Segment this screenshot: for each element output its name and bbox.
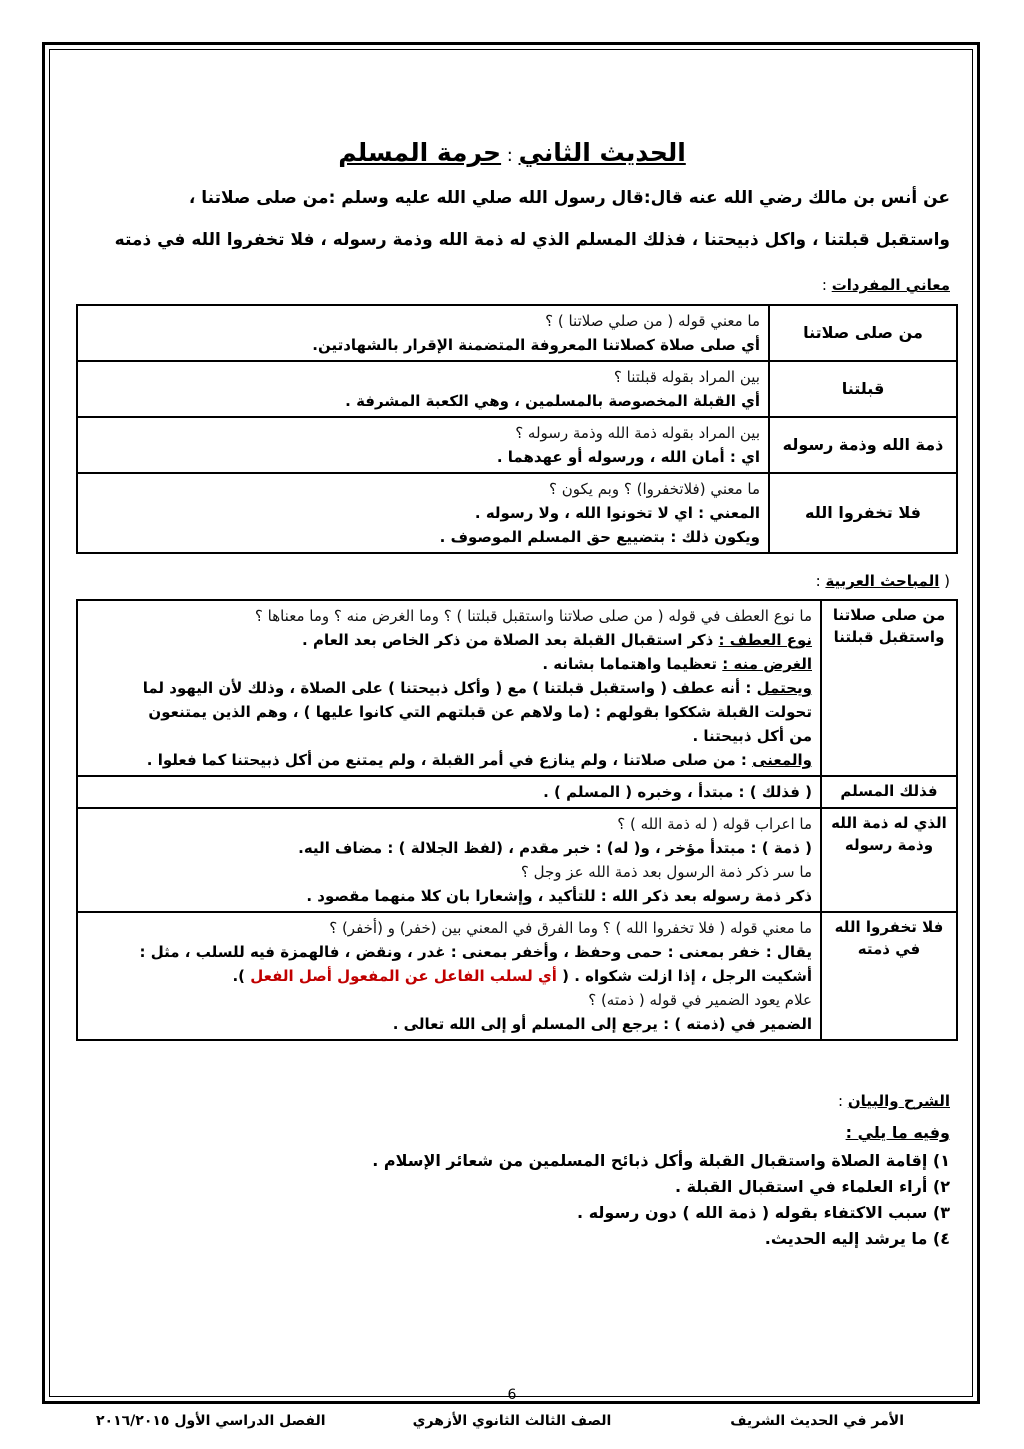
grammar-answer [86, 628, 812, 652]
vocab-meaning [77, 473, 769, 553]
grammar-row [77, 912, 957, 1040]
vocab-answer: ويكون ذلك : بتضييع حق المسلم الموصوف . [439, 528, 760, 546]
grammar-row [77, 808, 957, 912]
grammar-question [86, 812, 812, 836]
answer-tail: ). [232, 967, 246, 985]
grammar-question [86, 860, 812, 884]
title-main: الحديث الثاني [518, 138, 686, 167]
grammar-term: فلا تخفروا الله في ذمته [821, 912, 957, 1040]
grammar-question [86, 988, 812, 1012]
grammar-row [77, 600, 957, 776]
grammar-answer [86, 780, 812, 804]
answer-label: والمعنى [752, 751, 812, 769]
page-title: الحديث الثاني : حرمة المسلم [338, 138, 686, 167]
grammar-content [77, 912, 821, 1040]
explanation-item [372, 1200, 950, 1226]
vocab-term: فلا تخفروا الله [769, 473, 957, 553]
vocab-heading: معاني المفردات : [821, 276, 950, 294]
vocab-term: قبلتنا [769, 361, 957, 417]
item-number: ٢) [932, 1177, 950, 1196]
answer-text: تحولت القبلة شككوا بقولهم : (ما ولاهم عن قبلتهم التي كانوا عليها ) ، وهم الذين يمتنعون [148, 703, 812, 721]
vocab-term: من صلى صلاتنا [769, 305, 957, 361]
title-subject: حرمة المسلم [338, 138, 502, 167]
grammar-answer [86, 940, 812, 964]
answer-text: تعظيما واهتماما بشانه . [542, 655, 723, 673]
grammar-answer [86, 676, 812, 700]
question-text: ما سر ذكر ذمة الرسول بعد ذمة الله عز وجل ؟ [520, 863, 812, 881]
vocab-question: ما معني قوله ( من صلي صلاتنا ) ؟ [545, 312, 760, 330]
answer-label: نوع العطف : [718, 631, 812, 649]
grammar-heading: ( المباحث العربية : [815, 572, 950, 590]
grammar-answer [86, 1012, 812, 1036]
grammar-content [77, 808, 821, 912]
item-number: ٤) [932, 1229, 950, 1248]
explanation-item [372, 1148, 950, 1174]
vocab-table [76, 304, 958, 554]
question-text: علام يعود الضمير في قوله ( ذمته) ؟ [588, 991, 812, 1009]
vocab-question: ما معني (فلاتخفروا) ؟ وبم يكون ؟ [548, 480, 760, 498]
vocab-answer: أي القبلة المخصوصة بالمسلمين ، وهي الكعبة المشرفة . [345, 392, 760, 410]
vocab-answer: اي : أمان الله ، ورسوله أو عهدهما . [496, 448, 760, 466]
grammar-table [76, 599, 958, 1041]
vocab-row [77, 305, 957, 361]
answer-text: أشكيت الرجل ، إذا ازلت شكواه . ( [562, 967, 812, 985]
answer-text: ذكر ذمة رسوله بعد ذكر الله : للتأكيد ، وإشعارا بان كلا منهما مقصود . [306, 887, 812, 905]
item-text: سبب الاكتفاء بقوله ( ذمة الله ) دون رسوله . [577, 1203, 928, 1222]
grammar-row [77, 776, 957, 808]
footer-left: الفصل الدراسي الأول ٢٠١٦/٢٠١٥ [96, 1413, 326, 1429]
grammar-answer [86, 652, 812, 676]
grammar-term: فذلك المسلم [821, 776, 957, 808]
item-number: ١) [932, 1151, 950, 1170]
explanation-heading: الشرح والبيان : [837, 1092, 950, 1110]
question-text: ما اعراب قوله ( له ذمة الله ) ؟ [617, 815, 812, 833]
vocab-meaning [77, 417, 769, 473]
explanation-item [372, 1226, 950, 1252]
vocab-row [77, 473, 957, 553]
grammar-answer [86, 964, 812, 988]
page-number: 6 [507, 1387, 517, 1403]
vocab-row [77, 361, 957, 417]
item-text: أراء العلماء في استقبال القبلة . [674, 1177, 928, 1196]
grammar-question [86, 604, 812, 628]
item-number: ٣) [932, 1203, 950, 1222]
highlight-text: أي لسلب الفاعل عن المفعول أصل الفعل [245, 967, 563, 985]
vocab-row [77, 417, 957, 473]
vocab-answer: أي صلى صلاة كصلاتنا المعروفة المتضمنة الإقرار بالشهادتين. [312, 336, 760, 354]
explanation-intro: وفيه ما يلي : [845, 1123, 950, 1142]
answer-label: ويحتمل [756, 679, 812, 697]
question-text: ما نوع العطف في قوله ( من صلى صلاتنا واستقبل قبلتنا ) ؟ وما الغرض منه ؟ وما معناها ؟ [254, 607, 812, 625]
explanation-list [372, 1148, 950, 1252]
vocab-question: بين المراد بقوله قبلتنا ؟ [613, 368, 760, 386]
vocab-meaning [77, 305, 769, 361]
footer-right: الأمر في الحديث الشريف [730, 1413, 904, 1429]
grammar-term: الذي له ذمة الله وذمة رسوله [821, 808, 957, 912]
vocab-question: بين المراد بقوله ذمة الله وذمة رسوله ؟ [515, 424, 760, 442]
answer-text: الضمير في (ذمته ) : يرجع إلى المسلم أو إلى الله تعالى . [392, 1015, 812, 1033]
answer-text: : من صلى صلاتنا ، ولم ينازع في أمر القبلة ، ولم يمتنع من أكل ذبيحتنا كما فعلوا . [146, 751, 753, 769]
footer-center: الصف الثالث الثانوي الأزهري [412, 1413, 612, 1429]
answer-text: ذكر استقبال القبلة بعد الصلاة من ذكر الخاص بعد العام . [302, 631, 719, 649]
vocab-meaning [77, 361, 769, 417]
answer-text: ( ذمة ) : مبتدأ مؤخر ، و( له) : خبر مقدم ، (لفظ الجلالة ) : مضاف اليه. [298, 839, 812, 857]
answer-text: ( فذلك ) : مبتدأ ، وخبره ( المسلم ) . [543, 783, 812, 801]
answer-label: الغرض منه : [722, 655, 812, 673]
vocab-term: ذمة الله وذمة رسوله [769, 417, 957, 473]
item-text: ما يرشد إليه الحديث. [764, 1229, 928, 1248]
answer-text: : أنه عطف ( واستقبل قبلتنا ) مع ( وأكل ذبيحتنا ) على الصلاة ، وذلك لأن اليهود لما [142, 679, 757, 697]
question-text: ما معني قوله ( فلا تخفروا الله ) ؟ وما الفرق في المعني بين (خفر) و (أخفر) ؟ [329, 919, 812, 937]
grammar-answer [86, 884, 812, 908]
vocab-answer: المعني : اي لا تخونوا الله ، ولا رسوله . [474, 504, 760, 522]
grammar-term: من صلى صلاتنا واستقبل قبلتنا [821, 600, 957, 776]
grammar-content [77, 776, 821, 808]
grammar-content [77, 600, 821, 776]
grammar-answer [86, 836, 812, 860]
hadith-line-2: واستقبل قبلتنا ، واكل ذبيحتنا ، فذلك المسلم الذي له ذمة الله وذمة رسوله ، فلا تخفروا الله في ذمته [114, 230, 950, 250]
hadith-line-1: عن أنس بن مالك رضي الله عنه قال:قال رسول الله صلي الله عليه وسلم :من صلى صلاتنا ، [188, 188, 950, 208]
grammar-question [86, 916, 812, 940]
answer-text: من أكل ذبيحتنا . [692, 727, 812, 745]
explanation-item [372, 1174, 950, 1200]
item-text: إقامة الصلاة واستقبال القبلة وأكل ذبائح المسلمين من شعائر الإسلام . [372, 1151, 928, 1170]
grammar-answer [86, 700, 812, 724]
answer-text: يقال : خفر بمعنى : حمى وحفظ ، وأخفر بمعنى : غدر ، ونقض ، فالهمزة فيه للسلب ، مثل : [139, 943, 812, 961]
grammar-answer [86, 724, 812, 748]
grammar-answer [86, 748, 812, 772]
